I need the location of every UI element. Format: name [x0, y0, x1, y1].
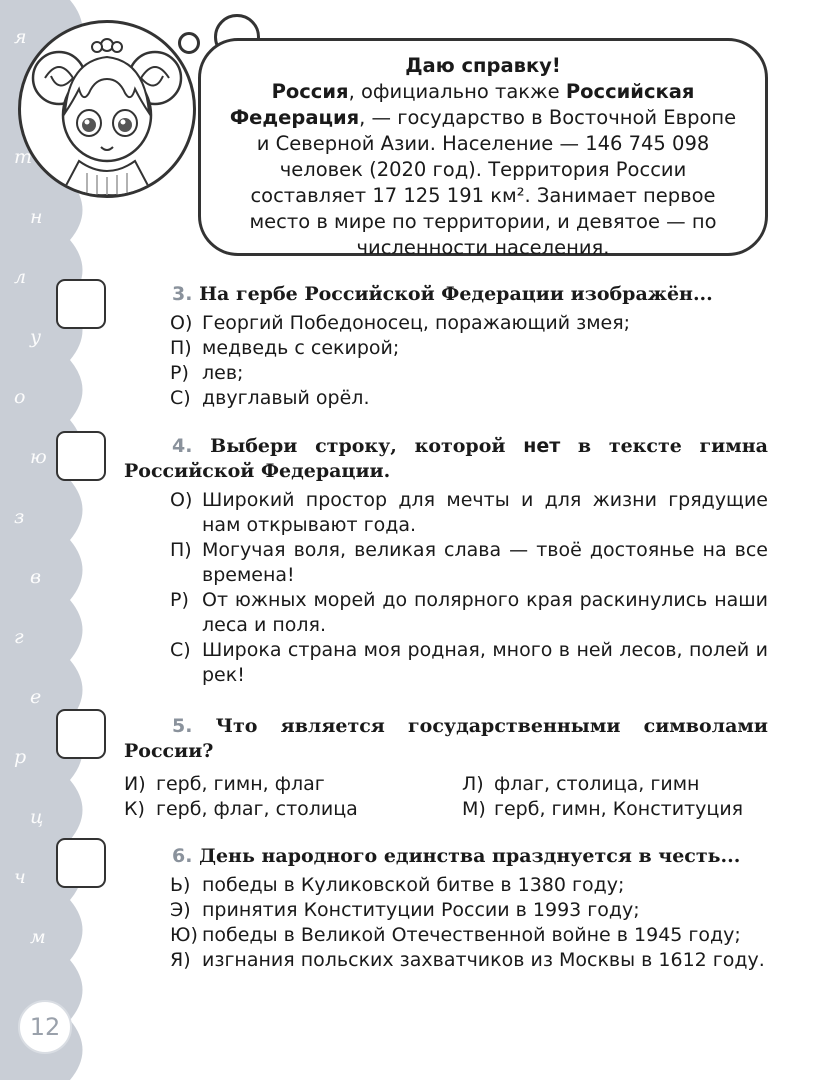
info-text-1: , официально также — [348, 80, 566, 103]
question-6 — [124, 844, 768, 973]
strip-letter: р — [14, 746, 27, 768]
option[interactable] — [170, 588, 768, 638]
option[interactable] — [170, 923, 768, 948]
option-text: Георгий Победоносец, поражающий змея; — [202, 312, 631, 334]
option-text: Широкий простор для мечты и для жизни грядущие нам открывают года. — [202, 489, 768, 536]
info-bold-russia: Россия — [271, 80, 349, 103]
option-key: Ю) — [170, 924, 198, 946]
strip-letter: т — [14, 146, 33, 168]
option-text: Широка страна моя родная, много в ней лесов, полей и рек! — [202, 639, 768, 686]
question-6-text: День народного единства празднуется в честь... — [199, 845, 741, 867]
question-5-number: 5. — [172, 715, 193, 737]
option-key: Р) — [170, 589, 189, 611]
option[interactable] — [170, 488, 768, 538]
question-6-number: 6. — [172, 845, 193, 867]
question-5-title — [124, 714, 768, 764]
info-bold-federation: Российская Федерация — [229, 80, 695, 129]
question-5-text: Что является государственными символами России? — [124, 715, 768, 762]
option-text: медведь с секирой; — [202, 337, 400, 359]
answer-box-q4[interactable] — [56, 431, 106, 481]
option-key: Э) — [170, 899, 191, 921]
strip-letter: е — [30, 686, 42, 708]
option-key: М) — [462, 798, 486, 820]
option-text: двуглавый орёл. — [202, 387, 370, 409]
question-3-title — [124, 282, 768, 307]
strip-letter: ц — [30, 806, 44, 828]
question-6-title — [124, 844, 768, 869]
answer-box-q5[interactable] — [56, 709, 106, 759]
option-text: герб, флаг, столица — [156, 798, 358, 820]
question-4-text-before: Выбери строку, которой — [210, 435, 524, 457]
question-3-text: На гербе Российской Федерации изображён... — [199, 283, 713, 305]
option-key: К) — [124, 798, 145, 820]
strip-letter: я — [14, 26, 27, 48]
girl-avatar — [18, 20, 196, 198]
thought-bubble-small — [178, 32, 200, 54]
strip-letter: з — [14, 506, 25, 528]
question-6-options — [124, 873, 768, 973]
option-text: Могучая воля, великая слава — твоё достоянье на все времена! — [202, 539, 768, 586]
option-text: флаг, столица, гимн — [494, 773, 700, 795]
option[interactable] — [124, 772, 462, 797]
option[interactable] — [170, 386, 768, 411]
strip-letter: в — [30, 566, 42, 588]
question-4-number: 4. — [172, 435, 193, 457]
option-text: герб, гимн, Конституция — [494, 798, 744, 820]
question-4-options — [124, 488, 768, 688]
strip-letter: г — [14, 626, 24, 648]
question-4 — [124, 434, 768, 688]
option[interactable] — [170, 311, 768, 336]
option-key: П) — [170, 539, 192, 561]
info-body — [223, 79, 743, 261]
option[interactable] — [170, 538, 768, 588]
option-key: Л) — [462, 773, 484, 795]
option[interactable] — [462, 772, 752, 797]
option-text: принятия Конституции России в 1993 году; — [202, 899, 640, 921]
option-key: Р) — [170, 362, 189, 384]
option-key: О) — [170, 312, 193, 334]
strip-letter: о — [14, 386, 26, 408]
option-key: П) — [170, 337, 192, 359]
info-text-2: , — государство в Восточной Европе и Северной Азии. Население — 146 745 098 человек (2020 год). Территория России составляет 17 125 191 км². Занимает первое место в мире по территории, и девятое — по численности населения. — [249, 106, 737, 259]
strip-letter: м — [30, 926, 46, 948]
option-text: герб, гимн, флаг — [156, 773, 325, 795]
option[interactable] — [170, 361, 768, 386]
question-4-text-bold: нет — [523, 435, 561, 457]
question-5-options — [124, 772, 768, 822]
option[interactable] — [462, 797, 752, 822]
option[interactable] — [124, 797, 462, 822]
option[interactable] — [170, 948, 768, 973]
option-text: От южных морей до полярного края раскинулись наши леса и поля. — [202, 589, 768, 636]
info-box — [198, 38, 768, 259]
option[interactable] — [170, 336, 768, 361]
question-4-text-after: в тексте гимна Российской Федерации. — [124, 435, 768, 482]
option-key: Ь) — [170, 874, 191, 896]
page-number — [18, 1000, 72, 1054]
option-key: С) — [170, 387, 191, 409]
option-key: С) — [170, 639, 191, 661]
strip-letter: ч — [14, 866, 26, 888]
question-5 — [124, 714, 768, 822]
option[interactable] — [170, 898, 768, 923]
option-key: Я) — [170, 949, 191, 971]
option-text: лев; — [202, 362, 244, 384]
option[interactable] — [170, 638, 768, 688]
question-3 — [124, 282, 768, 411]
option-text: победы в Великой Отечественной войне в 1945 году; — [202, 924, 741, 946]
strip-letter: л — [14, 266, 27, 288]
page-number-text: 12 — [29, 1013, 61, 1041]
option-text: победы в Куликовской битве в 1380 году; — [202, 874, 625, 896]
strip-letter: н — [30, 206, 43, 228]
strip-letter: у — [30, 326, 42, 348]
option-key: И) — [124, 773, 146, 795]
option-key: О) — [170, 489, 193, 511]
option-text: изгнания польских захватчиков из Москвы в 1612 году. — [202, 949, 765, 971]
question-3-number: 3. — [172, 283, 193, 305]
answer-box-q3[interactable] — [56, 279, 106, 329]
info-title: Даю справку! — [405, 54, 561, 77]
question-4-title — [124, 434, 768, 484]
question-3-options — [124, 311, 768, 411]
answer-box-q6[interactable] — [56, 838, 106, 888]
strip-letter: ю — [30, 446, 47, 468]
option[interactable] — [170, 873, 768, 898]
girl-illustration — [21, 23, 193, 195]
